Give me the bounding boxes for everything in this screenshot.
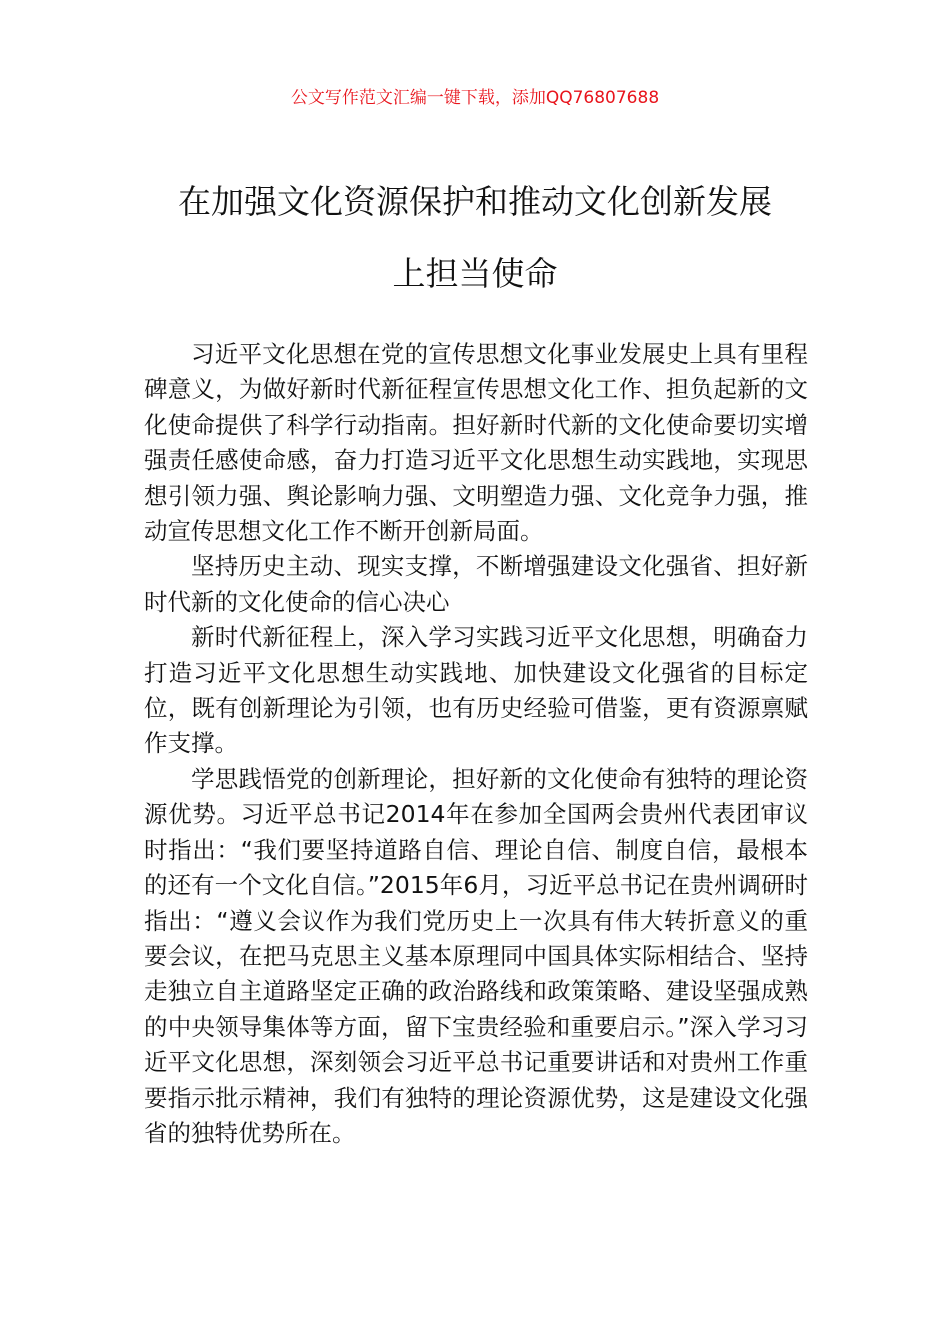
title-line-1: 在加强文化资源保护和推动文化创新发展 (178, 182, 772, 221)
paragraph-4: 学思践悟党的创新理论，担好新的文化使命有独特的理论资源优势。习近平总书记2014年在参加全国两会贵州代表团审议时指出：“我们要坚持道路自信、理论自信、制度自信，最根本的还有一个文化自信。”2015年6月，习近平总书记在贵州调研时指出：“遵义会议作为我们党历史上一次具有伟大转折意义的重要会议，在把马克思主义基本原理同中国具体实际相结合、坚持走独立自主道路坚定正确的政治路线和政策策略、建设坚强成熟的中央领导集体等方面，留下宝贵经验和重要启示。”深入学习习近平文化思想，深刻领会习近平总书记重要讲话和对贵州工作重要指示批示精神，我们有独特的理论资源优势，这是建设文化强省的独特优势所在。 (144, 764, 808, 1147)
paragraph-3: 新时代新征程上，深入学习实践习近平文化思想，明确奋力打造习近平文化思想生动实践地、加快建设文化强省的目标定位，既有创新理论为引领，也有历史经验可借鉴，更有资源禀赋作支撑。 (144, 623, 808, 758)
document-body (144, 337, 808, 1151)
header-promo-note: 公文写作范文汇编一键下载，添加QQ76807688 (290, 88, 660, 108)
document-title (100, 176, 850, 300)
title-line-2: 上担当使命 (392, 254, 558, 293)
paragraph-1: 习近平文化思想在党的宣传思想文化事业发展史上具有里程碑意义，为做好新时代新征程宣传思想文化工作、担负起新的文化使命提供了科学行动指南。担好新时代新的文化使命要切实增强责任感使命感，奋力打造习近平文化思想生动实践地，实现思想引领力强、舆论影响力强、文明塑造力强、文化竞争力强，推动宣传思想文化工作不断开创新局面。 (144, 340, 808, 546)
paragraph-2: 坚持历史主动、现实支撑，不断增强建设文化强省、担好新时代新的文化使命的信心决心 (144, 552, 808, 616)
